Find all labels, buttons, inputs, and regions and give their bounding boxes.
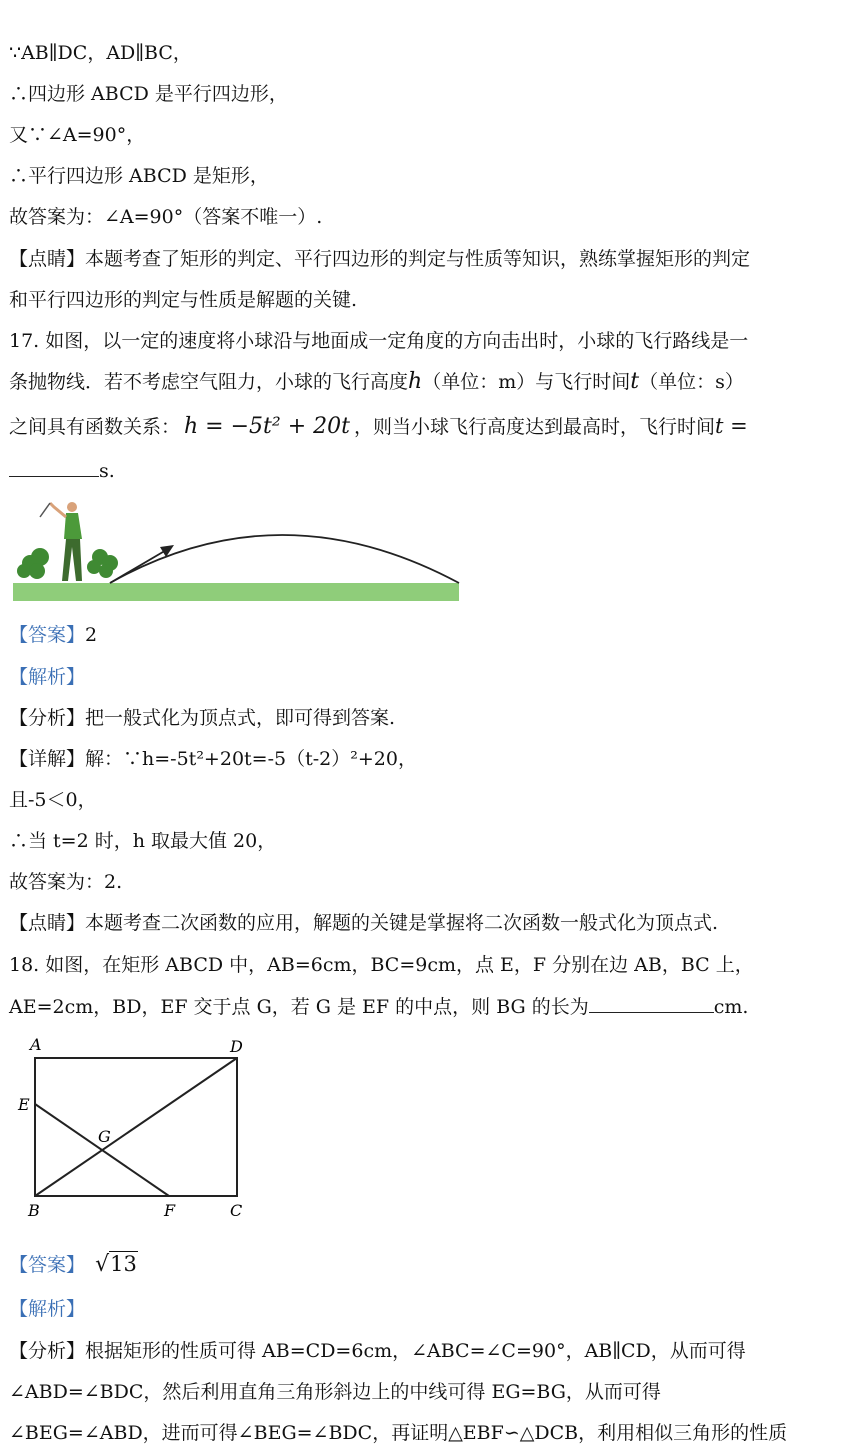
var-t-eq: t = bbox=[714, 414, 748, 438]
q17-unit: s. bbox=[99, 460, 115, 482]
question-17-line bbox=[9, 369, 837, 395]
text-line: ∠BEG=∠ABD，进而可得∠BEG=∠BDC，再证明△EBF∽△DCB，利用相似三角形的性质 bbox=[9, 1422, 788, 1444]
text-line bbox=[9, 1338, 837, 1364]
note-text: 本题考查了矩形的判定、平行四边形的判定与性质等知识，熟练掌握矩形的判定 bbox=[85, 248, 751, 270]
note-text: 本题考查二次函数的应用，解题的关键是掌握将二次函数一般式化为顶点式. bbox=[85, 912, 719, 934]
answer-blank bbox=[589, 994, 714, 1013]
golfer-icon bbox=[40, 502, 82, 581]
label-c: C bbox=[230, 1201, 243, 1220]
question-18-line: 18. 如图，在矩形 ABCD 中，AB=6cm，BC=9cm，点 E，F 分别在边 AB，BC 上， bbox=[9, 954, 754, 976]
question-17-line bbox=[9, 458, 837, 484]
text-line: 又∵∠A=90°， bbox=[9, 124, 146, 146]
answer-18-line bbox=[9, 1251, 837, 1278]
bush-right-icon bbox=[87, 549, 118, 578]
answer-value: 2 bbox=[85, 624, 98, 646]
var-t: t bbox=[630, 369, 640, 394]
answer-tag: 【答案】 bbox=[9, 1254, 86, 1276]
rectangle-diagram bbox=[12, 1030, 252, 1225]
text-line: ∵AB∥DC，AD∥BC， bbox=[9, 42, 192, 64]
text-line: ∠ABD=∠BDC，然后利用直角三角形斜边上的中线可得 EG=BG，从而可得 bbox=[9, 1381, 661, 1403]
text-line: 和平行四边形的判定与性质是解题的关键. bbox=[9, 289, 358, 311]
question-17-line: 17. 如图，以一定的速度将小球沿与地面成一定角度的方向击出时，小球的飞行路线是一 bbox=[9, 330, 749, 352]
fenxi-tag: 【分析】 bbox=[9, 1340, 86, 1362]
var-h: h bbox=[408, 369, 423, 394]
label-e: E bbox=[18, 1095, 30, 1114]
note-tag: 【点睛】 bbox=[9, 912, 86, 934]
q17-text: （单位：m）与飞行时间 bbox=[422, 371, 631, 393]
q17-text: ，则当小球飞行高度达到最高时，飞行时间 bbox=[353, 416, 715, 438]
answer-tag: 【答案】 bbox=[9, 624, 86, 646]
text-line bbox=[9, 246, 837, 272]
text-line: ∴四边形 ABCD 是平行四边形， bbox=[9, 83, 288, 105]
text-line: 故答案为：∠A=90°（答案不唯一）. bbox=[9, 206, 323, 228]
text-line bbox=[9, 910, 837, 936]
q17-text: 条抛物线．若不考虑空气阻力，小球的飞行高度 bbox=[9, 371, 409, 393]
text-line bbox=[9, 705, 837, 731]
text-line: ∴平行四边形 ABCD 是矩形， bbox=[9, 165, 269, 187]
text-line: ∴当 t=2 时，h 取最大值 20， bbox=[9, 830, 277, 852]
answer-value: 13 bbox=[110, 1252, 137, 1276]
note-tag: 【点睛】 bbox=[9, 248, 86, 270]
text-line: 故答案为：2. bbox=[9, 871, 123, 893]
label-d: D bbox=[230, 1037, 243, 1056]
fenxi-text: 根据矩形的性质可得 AB=CD=6cm，∠ABC=∠C=90°，AB∥CD，从而可得 bbox=[85, 1340, 746, 1362]
sqrt-icon: √ bbox=[95, 1252, 110, 1277]
q17-equation: h = −5t² + 20t bbox=[184, 414, 350, 439]
answer-17-line bbox=[9, 622, 837, 648]
analysis-tag: 【解析】 bbox=[9, 1298, 86, 1320]
xiangjie-tag: 【详解】 bbox=[9, 748, 86, 770]
text-line: 且-5＜0， bbox=[9, 789, 97, 811]
label-b: B bbox=[28, 1201, 40, 1220]
fenxi-text: 把一般式化为顶点式，即可得到答案. bbox=[85, 707, 396, 729]
label-f: F bbox=[164, 1201, 176, 1220]
q17-text: 之间具有函数关系： bbox=[9, 416, 181, 438]
question-17-line bbox=[9, 413, 837, 440]
question-18-line bbox=[9, 994, 837, 1020]
sqrt-expression bbox=[95, 1251, 138, 1278]
xiangjie-text: 解：∵h=-5t²+20t=-5（t-2）²+20， bbox=[85, 748, 417, 770]
launch-arrow bbox=[110, 549, 168, 583]
q18-unit: cm. bbox=[713, 996, 749, 1018]
q17-text: （单位：s） bbox=[639, 371, 744, 393]
ground bbox=[13, 583, 459, 601]
diagonal-bd bbox=[35, 1058, 237, 1196]
label-a: A bbox=[30, 1035, 42, 1054]
trajectory-curve bbox=[110, 535, 459, 583]
q18-text: AE=2cm，BD，EF 交于点 G，若 G 是 EF 的中点，则 BG 的长为 bbox=[9, 996, 589, 1018]
answer-blank bbox=[9, 458, 99, 477]
label-g: G bbox=[98, 1127, 111, 1146]
analysis-tag: 【解析】 bbox=[9, 666, 86, 688]
golf-trajectory-figure bbox=[10, 497, 462, 605]
text-line bbox=[9, 746, 837, 772]
bush-left-icon bbox=[17, 548, 49, 579]
fenxi-tag: 【分析】 bbox=[9, 707, 86, 729]
